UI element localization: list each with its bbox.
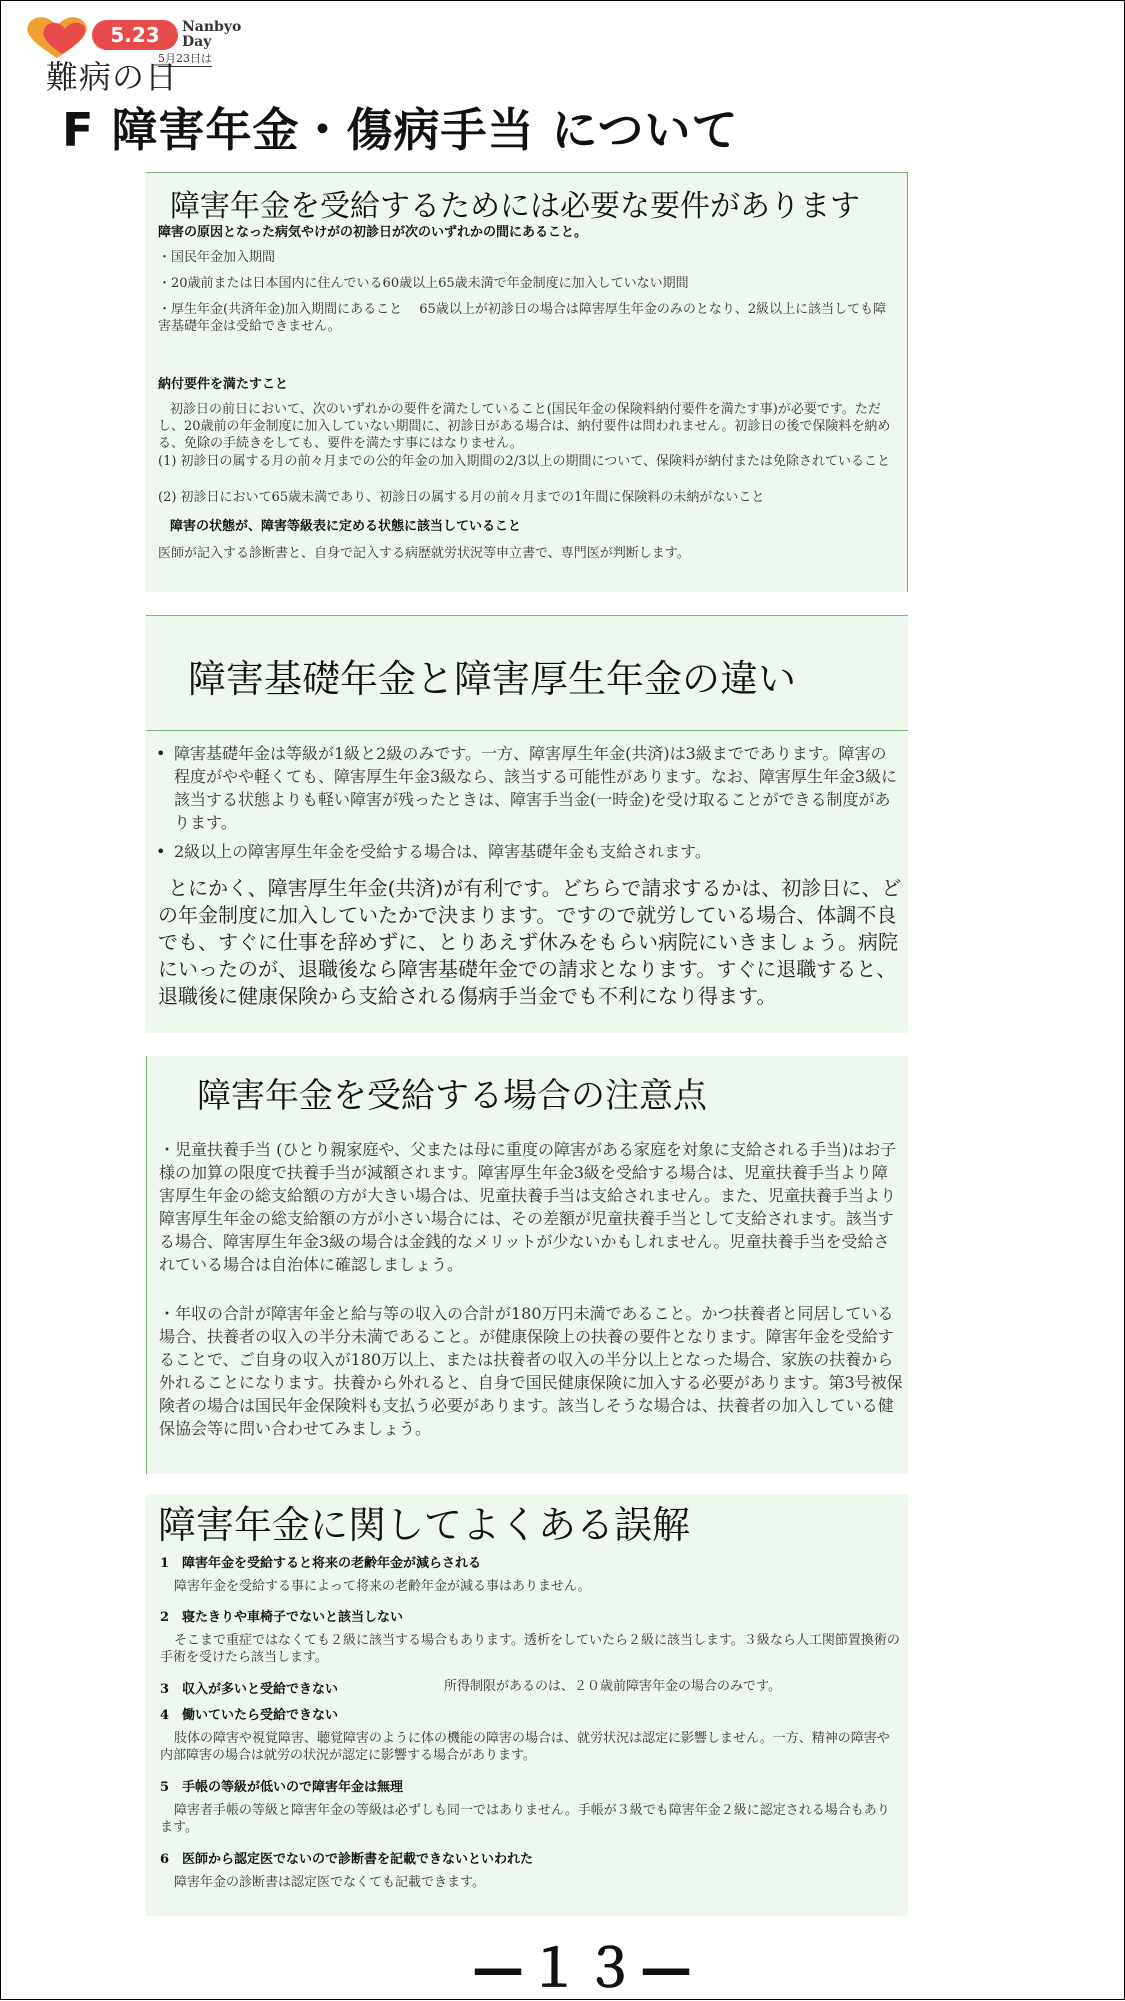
bullet-text: 障害基礎年金は等級が1級と2級のみです。一方、障害厚生年金(共済)は3級までであります。障害の程度がやや軽くても、障害厚生年金3級なら、該当する可能性があります。なお、障害厚生年金3級に該当する状態よりも軽い障害が残ったときは、障害手当金(一時金)を受け取ることができる制度があります。 [174,744,898,832]
faq-heading: 1 障害年金を受給すると将来の老齢年金が減らされる [160,1556,482,1571]
bullet-text: 2級以上の障害厚生年金を受給する場合は、障害基礎年金も支給されます。 [174,842,711,861]
section-cautions [146,1056,908,1474]
body-line: 障害の原因となった病気やけがの初診日が次のいずれかの間にあること。 [158,225,588,240]
section-title: 障害年金に関してよくある誤解 [158,1503,691,1547]
faq-heading: 5 手帳の等級が低いので障害年金は無理 [160,1780,404,1795]
section-title: 障害基礎年金と障害厚生年金の違い [188,657,797,701]
body-line: 医師が記入する診断書と、自身で記入する病歴就労状況等申立書で、専門医が判断します。 [158,546,690,561]
logo-english: Nanbyo Day [182,19,242,50]
faq-answer: 所得制限があるのは、２０歳前障害年金の場合のみです。 [444,1679,781,1694]
faq-answer: 障害年金の診断書は認定医でなくても記載できます。 [174,1875,485,1890]
bullet-icon: • [156,842,166,861]
faq-answer: 障害年金を受給する事によって将来の老齢年金が減る事はありません。 [174,1579,591,1594]
page-title: F 障害年金・傷病手当 について [62,103,739,157]
page-number: —１３— [472,1939,697,1999]
body-heading: 納付要件を満たすこと [158,377,289,392]
faq-answer: そこまで重症ではなくても２級に該当する場合もあります。透析をしていたら２級に該当します。３級なら人工関節置換術の手術を受けたら該当します。 [160,1633,900,1665]
logo-small-text: 5月23日は [158,52,212,65]
faq-answer: 障害者手帳の等級と障害年金の等級は必ずしも同一ではありません。手帳が３級でも障害年金２級に認定される場合もあります。 [160,1803,890,1835]
faq-heading: 2 寝たきりや車椅子でないと該当しない [160,1610,404,1625]
section-requirements [146,172,908,592]
nanbyo-day-logo [22,14,252,96]
body-line: (1) 初診日の属する月の前々月までの公的年金の加入期間の2/3以上の期間について、保険料が納付または免除されていること [158,454,890,469]
section-title: 障害年金を受給するためには必要な要件があります [170,189,860,224]
caution-paragraph: ・児童扶養手当 (ひとり親家庭や、父または母に重度の障害がある家庭を対象に支給される手当)はお子様の加算の限度で扶養手当が減額されます。障害厚生年金3級を受給する場合は、児童扶養手当より障害厚生年金の総支給額の方が大きい場合は、児童扶養手当は支給されません。また、児童扶養手当より障害厚生年金の総支給額の方が小さい場合には、その差額が児童扶養手当として支給されます。該当する場合、障害厚生年金3級の場合は金銭的なメリットが少ないかもしれません。児童扶養手当を受給されている場合は自治体に確認しましょう。 [159,1140,897,1274]
section-header [146,615,908,731]
summary-paragraph: とにかく、障害厚生年金(共済)が有利です。どちらで請求するかは、初診日に、どの年金制度に加入していたかで決まります。ですので就労している場合、体調不良でも、すぐに仕事を辞めずに、とりあえず休みをもらい病院にいきましょう。病院にいったのが、退職後なら障害基礎年金での請求となります。すぐに退職すると、退職後に健康保険から支給される傷病手当金でも不利になり得ます。 [158,876,902,1008]
faq-heading: 4 働いていたら受給できない [160,1708,339,1723]
body-line: (2) 初診日において65歳未満であり、初診日の属する月の前々月までの1年間に保険料の未納がないこと [158,490,765,505]
faq-heading: 3 収入が多いと受給できない [160,1682,339,1697]
body-line: ・厚生年金(共済年金)加入期間にあること 65歳以上が初診日の場合は障害厚生年金のみのとなり、2級以上に該当しても障害基礎年金は受給できません。 [158,302,887,334]
faq-heading: 6 医師から認定医でないので診断書を記載できないといわれた [160,1852,534,1867]
faq-answer: 肢体の障害や視覚障害、聴覚障害のように体の機能の障害の場合は、就労状況は認定に影響しません。一方、精神の障害や内部障害の場合は就労の状況が認定に影響する場合があります。 [160,1731,890,1763]
body-line: 初診日の前日において、次のいずれかの要件を満たしていること(国民年金の保険料納付要件を満たす事)が必要です。ただし、20歳前の年金制度に加入していない期間に、初診日がある場合は、納付要件は問われません。初診日の後で保険料を納める、免除の手続きをしても、要件を満たす事にはなりません。 [158,402,891,451]
body-line: ・20歳前または日本国内に住んでいる60歳以上65歳未満で年金制度に加入していない期間 [158,276,689,291]
bullet-icon: • [156,744,166,763]
section-title: 障害年金を受給する場合の注意点 [197,1076,707,1116]
logo-date: 5.23 [92,20,178,50]
logo-japanese: 難病の日 [46,58,179,96]
caution-paragraph: ・年収の合計が障害年金と給与等の収入の合計が180万円未満であること。かつ扶養者と同居している場合、扶養者の収入の半分未満であること。が健康保険上の扶養の要件となります。障害年金を受給することで、ご自身の収入が180万以上、または扶養者の収入の半分以上となった場合、家族の扶養から外れることになります。扶養から外れると、自身で国民健康保険に加入する必要があります。第3号被保険者の場合は国民年金保険料も支払う必要があります。該当しそうな場合は、扶養者の加入している健保協会等に問い合わせてみましょう。 [159,1304,903,1438]
section-misconceptions [146,1494,908,1916]
body-heading: 障害の状態が、障害等級表に定める状態に該当していること [170,519,522,534]
section-pension-difference [146,615,908,1033]
body-line: ・国民年金加入期間 [158,250,276,265]
